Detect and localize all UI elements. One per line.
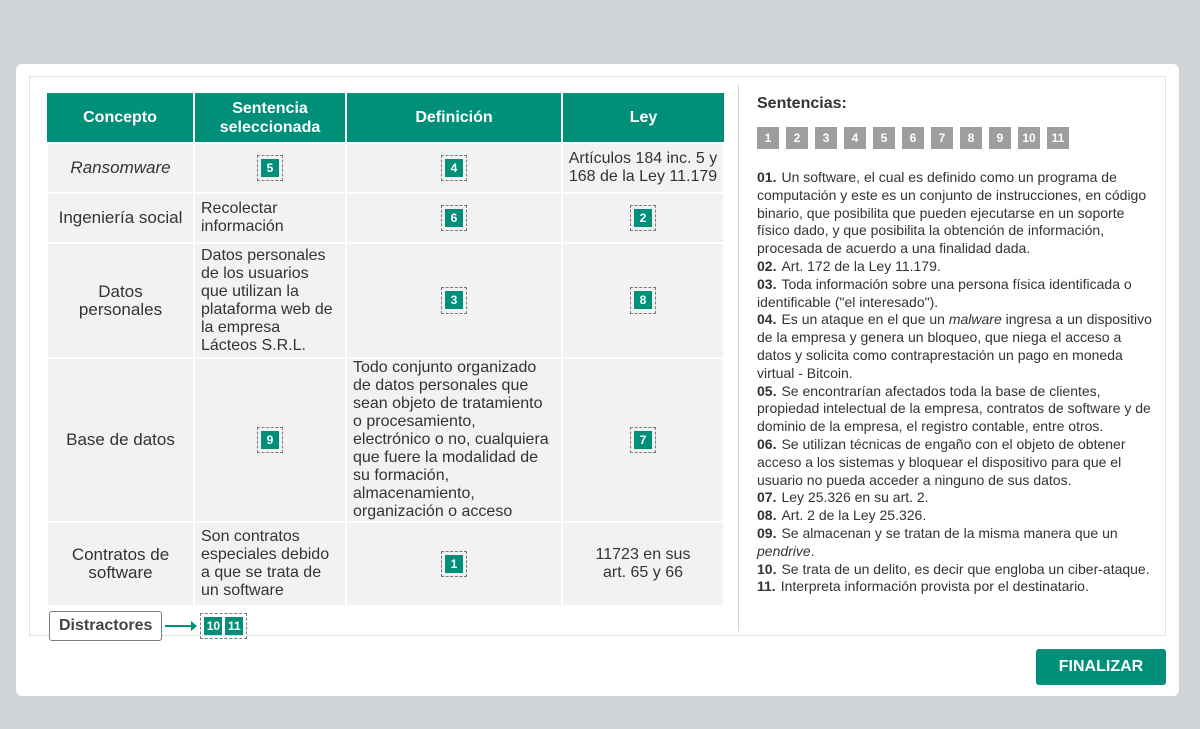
sentence-num: 08. [757, 507, 777, 524]
sentencia-text-cell: Son contratos especiales debido a que se trata de un software [194, 522, 346, 606]
answer-chip[interactable]: 9 [261, 431, 279, 449]
definicion-text-cell: Todo conjunto organizado de datos personales que sean objeto de tratamiento o procesamiento, electrónico o no, cualquiera que fuere la modalidad de su formación, almacenamiento, organización o acceso [346, 358, 562, 522]
concept-cell: Contratos de software [47, 522, 194, 606]
sentence-num: 06. [757, 435, 777, 452]
sentence-text: Es un ataque en el que un [781, 311, 949, 328]
sentence-num: 03. [757, 275, 777, 292]
sentencia-text-cell: Recolectar información [194, 193, 346, 243]
concept-cell: Ingeniería social [47, 193, 194, 243]
drop-slot-cell[interactable] [194, 143, 346, 193]
answer-chip[interactable]: 6 [445, 209, 463, 227]
drop-slot[interactable] [257, 427, 283, 453]
bank-chip[interactable]: 2 [786, 127, 808, 149]
answer-chip[interactable]: 3 [445, 291, 463, 309]
table-row [47, 243, 724, 358]
sentence-num: 09. [757, 524, 777, 541]
bank-chip[interactable]: 10 [1018, 127, 1040, 149]
sentence-num: 01. [757, 169, 777, 185]
bank-chip[interactable]: 7 [931, 127, 953, 149]
bank-chip[interactable]: 6 [902, 127, 924, 149]
sentence-item [757, 436, 1157, 489]
sentence-text: Un software, el cual es definido como un programa de computación y este es un conjunto de instrucciones, en código binario, que posibilita que pueden ejecutarse en un soporte físico dado, y que posibilita la obtención de información, procesada de acuerdo a una finalidad dada. [757, 169, 1147, 257]
drop-slot-cell[interactable] [562, 193, 724, 243]
header-concepto: Concepto [47, 93, 194, 143]
concept-label: Ransomware [70, 158, 171, 177]
sentence-num: 07. [757, 489, 777, 506]
bank-chip[interactable]: 9 [989, 127, 1011, 149]
drop-slot[interactable] [630, 427, 656, 453]
bank-chip[interactable]: 8 [960, 127, 982, 149]
drop-slot-cell[interactable] [346, 243, 562, 358]
drop-slot-cell[interactable] [562, 243, 724, 358]
sentence-item [757, 561, 1157, 579]
sentences-panel [757, 95, 1157, 596]
concept-cell: Datos personales [47, 243, 194, 358]
drop-slot[interactable] [630, 287, 656, 313]
answer-chip[interactable]: 4 [445, 159, 463, 177]
sentence-text: Art. 2 de la Ley 25.326. [781, 507, 927, 524]
bank-chip[interactable]: 3 [815, 127, 837, 149]
sentence-item [757, 578, 1157, 596]
sentence-text: Ley 25.326 en su art. 2. [781, 489, 929, 506]
answer-chip[interactable]: 1 [445, 555, 463, 573]
sentence-num: 05. [757, 382, 777, 399]
answer-chip[interactable]: 7 [634, 431, 652, 449]
ley-text-cell: 11723 en sus art. 65 y 66 [562, 522, 724, 606]
header-ley: Ley [562, 93, 724, 143]
drop-slot[interactable] [441, 155, 467, 181]
drop-slot[interactable] [630, 205, 656, 231]
table-row [47, 193, 724, 243]
distractors-slot[interactable] [200, 613, 247, 639]
drop-slot-cell[interactable] [346, 143, 562, 193]
sentence-item [757, 489, 1157, 507]
sentence-text: ingresa a un dispositivo de la empresa y genera un bloqueo, que niega el acceso a datos y solicita como contraprestación un pago en moneda virtual - Bitcoin. [757, 311, 1152, 381]
distractors-label: Distractores [49, 611, 162, 641]
drop-slot-cell[interactable] [346, 522, 562, 606]
sentence-text: Interpreta información provista por el destinatario. [780, 578, 1089, 595]
sentence-text: . [810, 542, 815, 559]
sentence-num: 10. [757, 560, 777, 577]
drop-slot-cell[interactable] [346, 193, 562, 243]
distractors-row [49, 610, 247, 642]
activity-panel [29, 76, 1166, 636]
drop-slot[interactable] [441, 205, 467, 231]
drop-slot[interactable] [441, 287, 467, 313]
sentence-text: Se trata de un delito, es decir que engloba un ciber-ataque. [781, 560, 1150, 577]
sentence-num: 02. [757, 257, 777, 274]
sentence-emphasis: pendrive [757, 542, 811, 559]
drop-slot[interactable] [257, 155, 283, 181]
sentences-title: Sentencias: [757, 95, 847, 112]
answer-chip[interactable]: 8 [634, 291, 652, 309]
table-header-row [47, 93, 724, 143]
bank-chip[interactable]: 5 [873, 127, 895, 149]
sentence-text: Se encontrarían afectados toda la base de clientes, propiedad intelectual de la empresa, contratos de software y de dominio de la empresa, el registro contable, entre otros. [757, 382, 1151, 435]
sentence-emphasis: malware [948, 311, 1002, 328]
divider [738, 85, 739, 631]
table-row [47, 143, 724, 193]
distractor-chip[interactable]: 11 [225, 617, 243, 635]
bank-chip[interactable]: 1 [757, 127, 779, 149]
drop-slot[interactable] [441, 551, 467, 577]
header-sentencia: Sentencia seleccionada [194, 93, 346, 143]
sentence-num: 04. [757, 311, 777, 328]
table-row [47, 522, 724, 606]
ley-text-cell: Artículos 184 inc. 5 y 168 de la Ley 11.179 [562, 143, 724, 193]
concept-cell: Base de datos [47, 358, 194, 522]
sentence-item [757, 169, 1157, 258]
activity-card [16, 64, 1179, 696]
bank-chip[interactable]: 11 [1047, 127, 1069, 149]
header-definicion: Definición [346, 93, 562, 143]
sentence-item [757, 276, 1157, 312]
matching-table [46, 93, 725, 607]
concept-cell [47, 143, 194, 193]
sentence-text: Toda información sobre una persona física identificada o identificable ("el interesado"). [757, 275, 1132, 310]
answer-chip[interactable]: 5 [261, 159, 279, 177]
sentence-item [757, 507, 1157, 525]
sentence-list [757, 169, 1157, 596]
sentencia-text-cell: Datos personales de los usuarios que utilizan la plataforma web de la empresa Lácteos S.R.L. [194, 243, 346, 358]
sentence-item [757, 525, 1157, 561]
table-row [47, 358, 724, 522]
drop-slot-cell[interactable] [562, 358, 724, 522]
answer-chip[interactable]: 2 [634, 209, 652, 227]
sentence-item [757, 258, 1157, 276]
sentence-text: Se utilizan técnicas de engaño con el objeto de obtener acceso a los sistemas y bloquear el dispositivo para que el usuario no pueda acceder a ninguno de sus datos. [757, 435, 1126, 488]
sentence-item [757, 311, 1157, 382]
bank-chip[interactable]: 4 [844, 127, 866, 149]
distractor-chip[interactable]: 10 [204, 617, 222, 635]
sentence-bank [757, 127, 1157, 149]
sentence-item [757, 383, 1157, 436]
sentence-text: Se almacenan y se tratan de la misma manera que un [781, 524, 1118, 541]
finalize-button[interactable]: FINALIZAR [1036, 649, 1166, 685]
sentence-num: 11. [757, 578, 776, 595]
drop-slot-cell[interactable] [194, 358, 346, 522]
arrow-right-icon [165, 625, 195, 627]
sentence-text: Art. 172 de la Ley 11.179. [781, 257, 941, 274]
